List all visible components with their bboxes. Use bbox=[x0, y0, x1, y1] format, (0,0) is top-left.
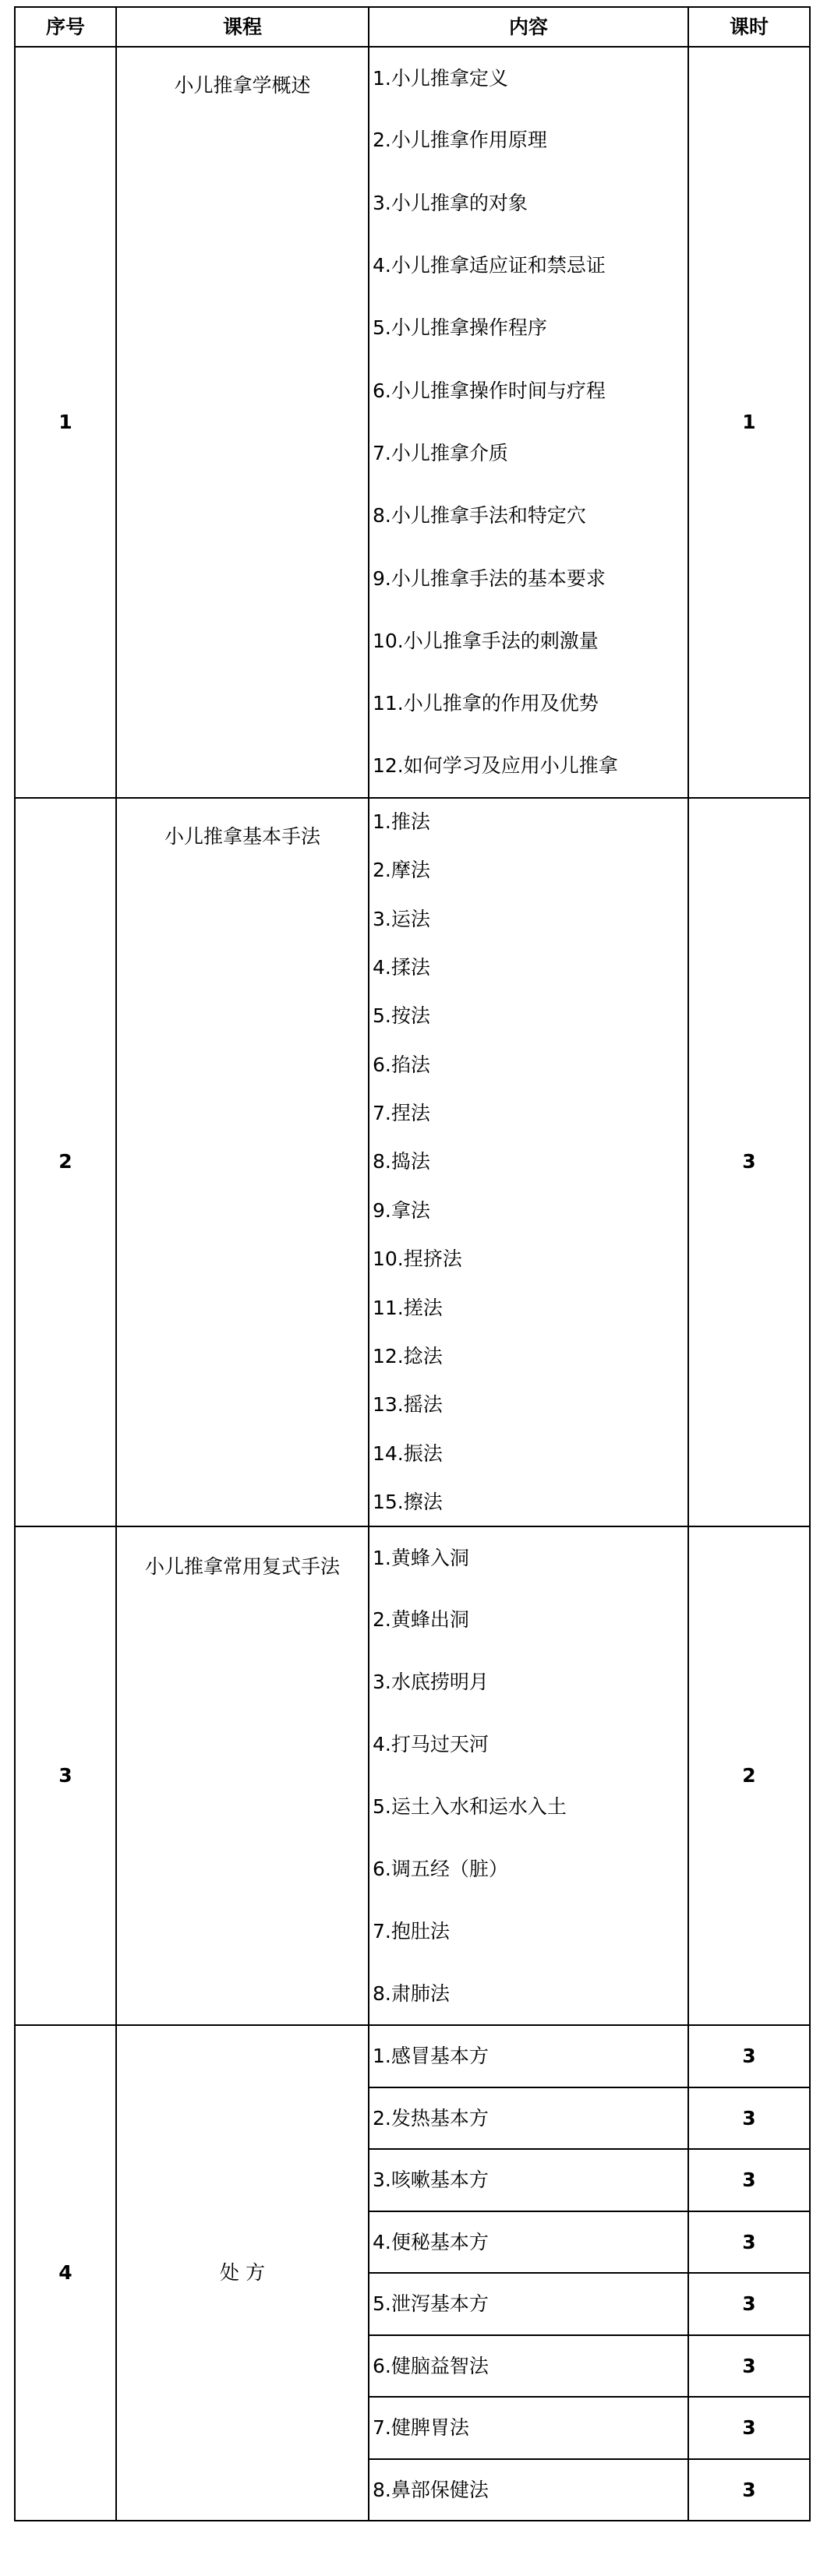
hours-cell: 3 bbox=[688, 798, 810, 1527]
hours-cell: 3 bbox=[688, 2087, 810, 2150]
content-item: 11.小儿推拿的作用及优势 bbox=[369, 672, 688, 735]
header-row bbox=[15, 7, 810, 47]
content-item: 3.水底捞明月 bbox=[369, 1651, 688, 1713]
hours-cell: 2 bbox=[688, 1526, 810, 2025]
content-item: 7.健脾胃法 bbox=[369, 2397, 688, 2459]
content-item: 5.按法 bbox=[369, 992, 688, 1040]
seq-cell: 1 bbox=[15, 47, 116, 798]
content-item: 3.小儿推拿的对象 bbox=[369, 172, 688, 235]
course-cell: 小儿推拿基本手法 bbox=[116, 798, 369, 1527]
content-item: 2.发热基本方 bbox=[369, 2087, 688, 2150]
content-item: 6.调五经（脏） bbox=[369, 1838, 688, 1900]
seq-cell: 4 bbox=[15, 2025, 116, 2521]
table-row bbox=[15, 1526, 810, 1589]
content-item: 10.小儿推拿手法的刺激量 bbox=[369, 610, 688, 672]
header-content: 内容 bbox=[369, 7, 688, 47]
content-item: 2.黄蜂出洞 bbox=[369, 1589, 688, 1651]
hours-cell: 3 bbox=[688, 2459, 810, 2521]
content-item: 12.捻法 bbox=[369, 1332, 688, 1381]
course-cell: 小儿推拿常用复式手法 bbox=[116, 1526, 369, 2025]
content-item: 6.小儿推拿操作时间与疗程 bbox=[369, 359, 688, 422]
content-item: 1.推法 bbox=[369, 798, 688, 846]
content-item: 10.捏挤法 bbox=[369, 1235, 688, 1283]
content-item: 8.鼻部保健法 bbox=[369, 2459, 688, 2521]
content-item: 4.打马过天河 bbox=[369, 1713, 688, 1776]
course-cell: 处 方 bbox=[116, 2025, 369, 2521]
content-item: 8.捣法 bbox=[369, 1138, 688, 1186]
content-item: 14.振法 bbox=[369, 1430, 688, 1478]
content-item: 3.运法 bbox=[369, 895, 688, 943]
table-row bbox=[15, 2025, 810, 2087]
hours-cell: 3 bbox=[688, 2211, 810, 2274]
table-body bbox=[15, 47, 810, 2521]
content-item: 9.小儿推拿手法的基本要求 bbox=[369, 547, 688, 609]
content-item: 5.运土入水和运水入土 bbox=[369, 1776, 688, 1838]
content-item: 11.搓法 bbox=[369, 1283, 688, 1332]
content-item: 4.小儿推拿适应证和禁忌证 bbox=[369, 235, 688, 297]
content-item: 6.健脑益智法 bbox=[369, 2335, 688, 2398]
content-item: 8.小儿推拿手法和特定穴 bbox=[369, 485, 688, 547]
content-item: 5.小儿推拿操作程序 bbox=[369, 297, 688, 359]
table-row bbox=[15, 47, 810, 109]
hours-cell: 3 bbox=[688, 2273, 810, 2335]
content-item: 8.肃肺法 bbox=[369, 1963, 688, 2025]
content-item: 7.小儿推拿介质 bbox=[369, 422, 688, 485]
content-item: 1.黄蜂入洞 bbox=[369, 1526, 688, 1589]
curriculum-table bbox=[14, 6, 811, 2521]
hours-cell: 3 bbox=[688, 2397, 810, 2459]
content-item: 13.摇法 bbox=[369, 1381, 688, 1429]
content-item: 15.擦法 bbox=[369, 1478, 688, 1526]
hours-cell: 3 bbox=[688, 2335, 810, 2398]
content-item: 5.泄泻基本方 bbox=[369, 2273, 688, 2335]
content-item: 7.捏法 bbox=[369, 1089, 688, 1138]
content-item: 2.小儿推拿作用原理 bbox=[369, 109, 688, 171]
hours-cell: 3 bbox=[688, 2025, 810, 2087]
content-item: 4.揉法 bbox=[369, 944, 688, 992]
hours-cell: 3 bbox=[688, 2149, 810, 2211]
content-item: 1.小儿推拿定义 bbox=[369, 47, 688, 109]
content-item: 4.便秘基本方 bbox=[369, 2211, 688, 2274]
content-item: 3.咳嗽基本方 bbox=[369, 2149, 688, 2211]
seq-cell: 2 bbox=[15, 798, 116, 1527]
seq-cell: 3 bbox=[15, 1526, 116, 2025]
header-course: 课程 bbox=[116, 7, 369, 47]
hours-cell: 1 bbox=[688, 47, 810, 798]
content-item: 2.摩法 bbox=[369, 846, 688, 895]
header-hours: 课时 bbox=[688, 7, 810, 47]
course-cell: 小儿推拿学概述 bbox=[116, 47, 369, 798]
content-item: 12.如何学习及应用小儿推拿 bbox=[369, 735, 688, 797]
table-row bbox=[15, 798, 810, 846]
header-seq: 序号 bbox=[15, 7, 116, 47]
content-item: 7.抱肚法 bbox=[369, 1900, 688, 1963]
content-item: 1.感冒基本方 bbox=[369, 2025, 688, 2087]
content-item: 6.掐法 bbox=[369, 1041, 688, 1089]
content-item: 9.拿法 bbox=[369, 1187, 688, 1235]
